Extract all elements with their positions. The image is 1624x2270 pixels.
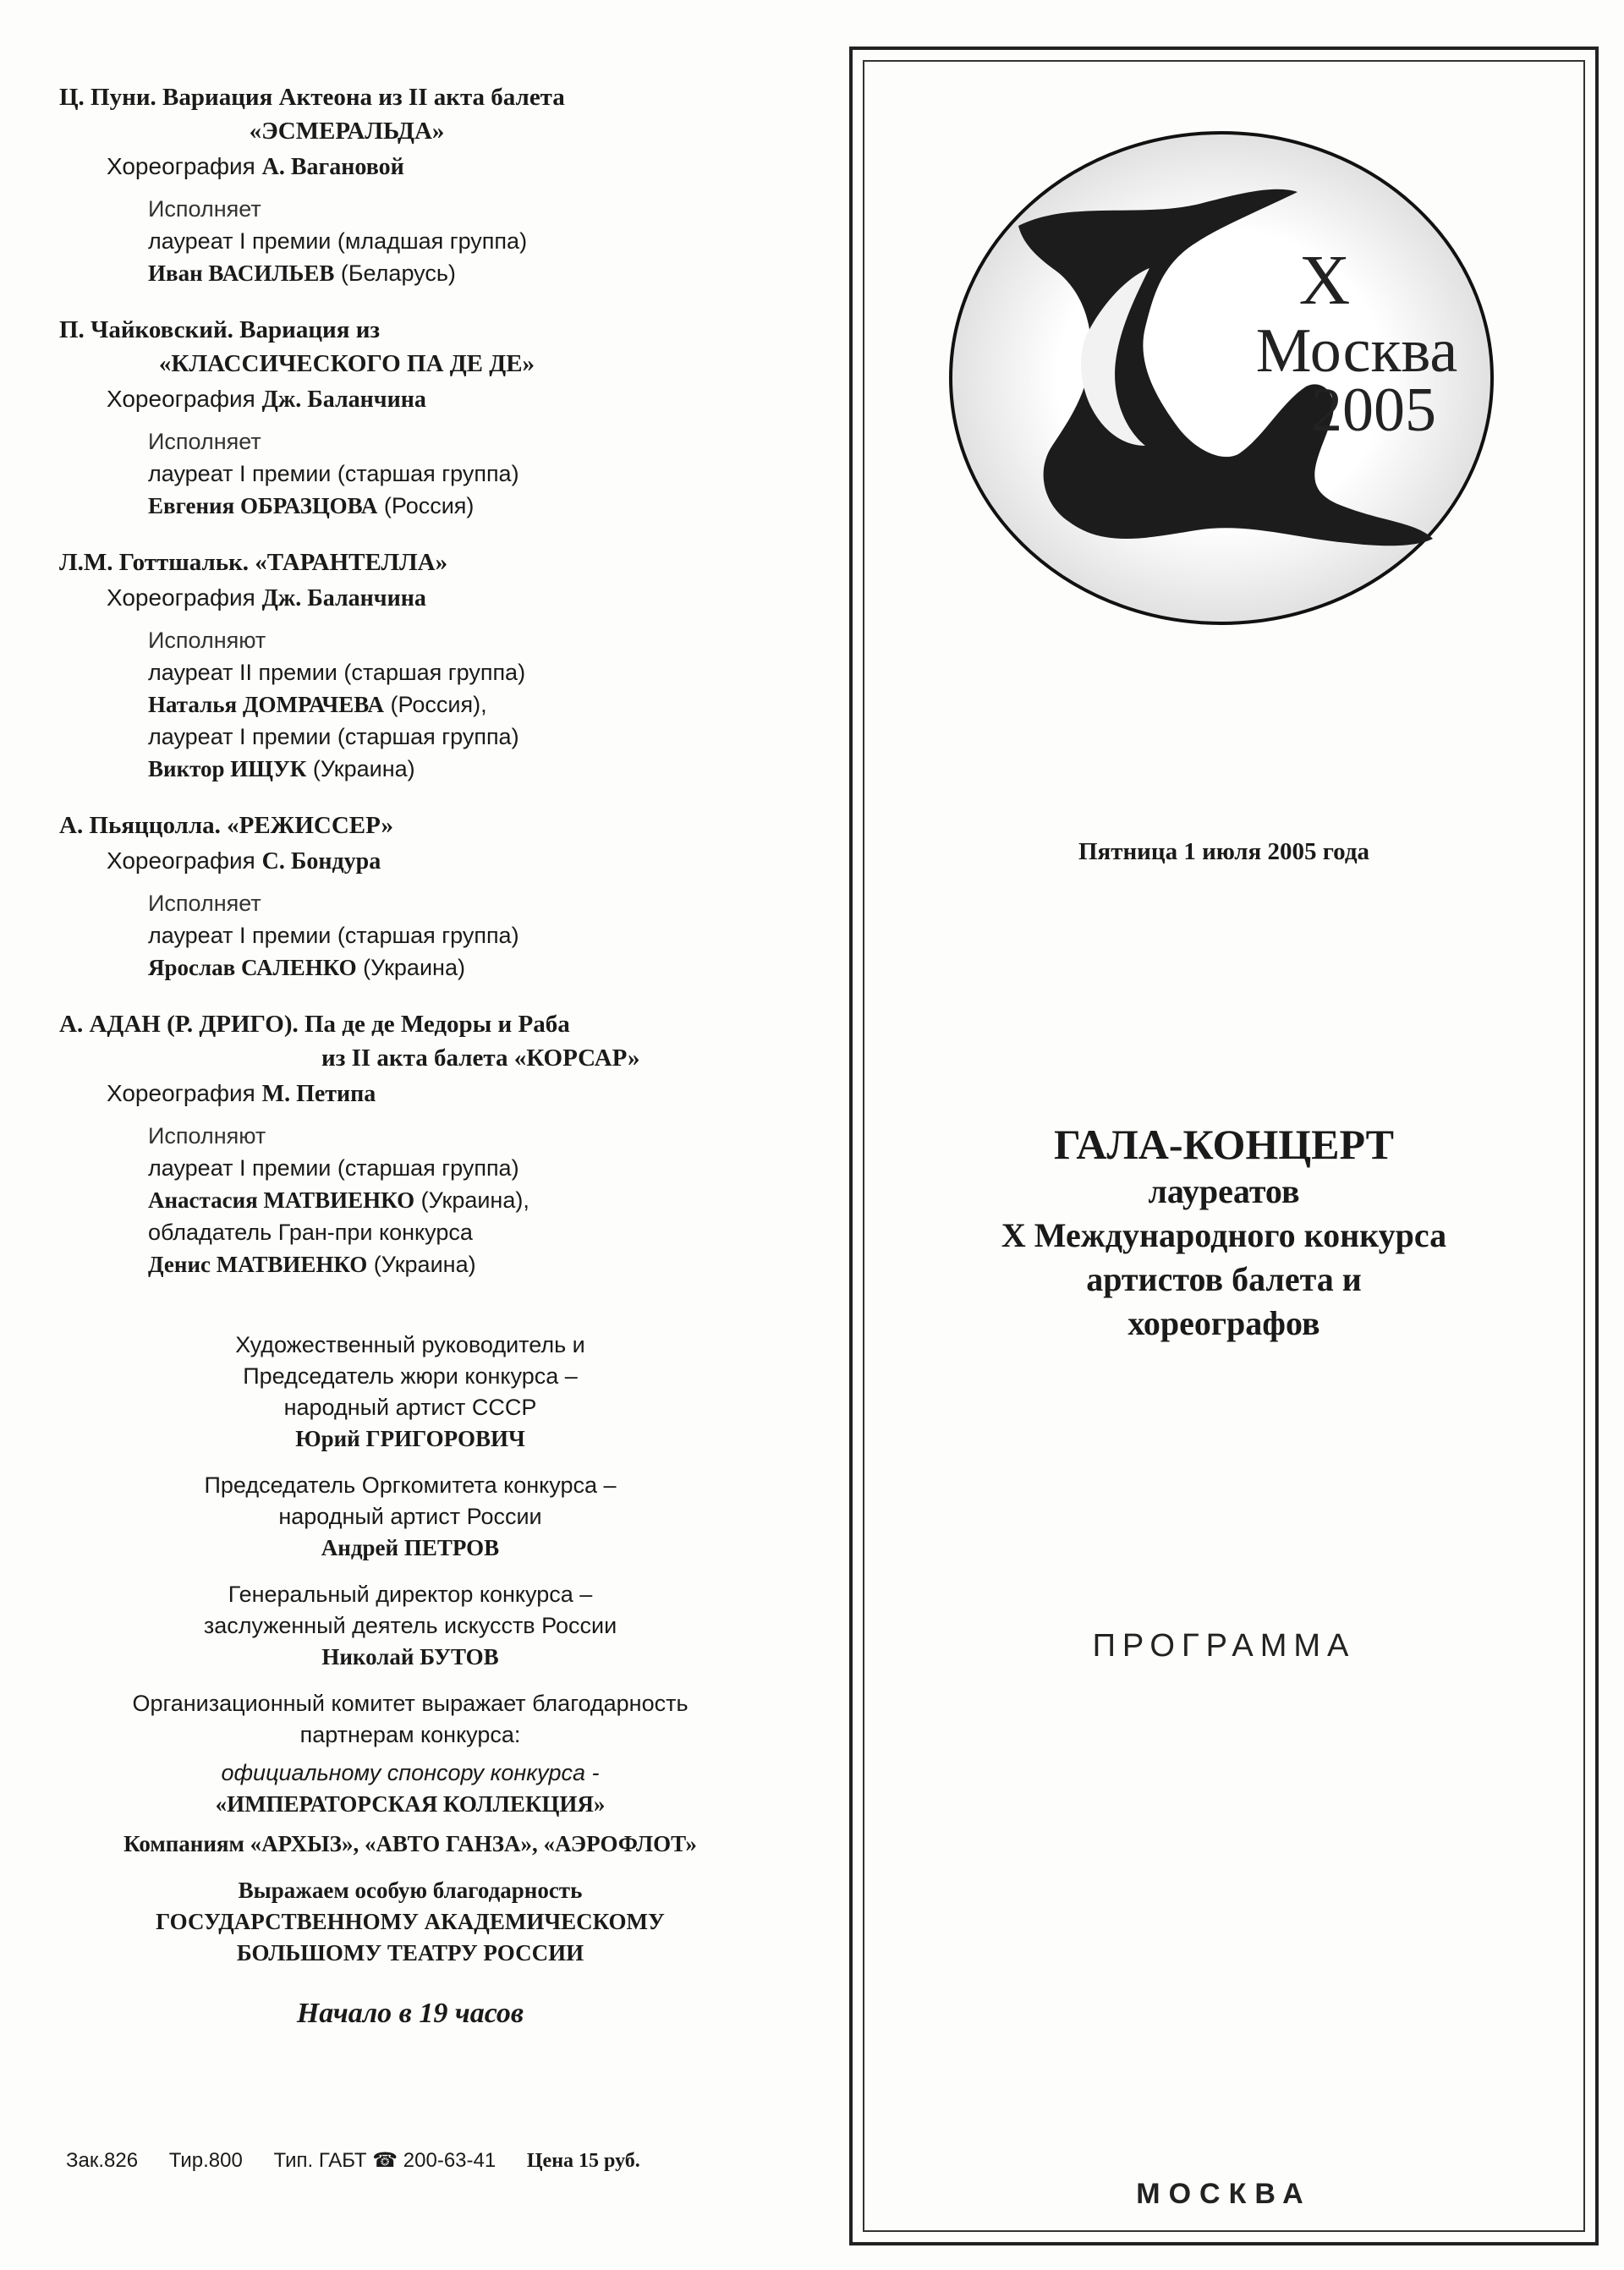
program-heading: ПРОГРАММА: [1092, 1628, 1356, 1664]
performer-country: (Украина): [356, 955, 465, 980]
piece-title: «ЭСМЕРАЛЬДА»: [249, 118, 445, 145]
choreographer-name: М. Петипа: [261, 1081, 376, 1107]
award-line: лауреат I премии (старшая группа): [148, 724, 519, 749]
cover-inner-frame: [863, 60, 1585, 2232]
org-chair-name: Андрей ПЕТРОВ: [321, 1535, 500, 1560]
performers: [59, 425, 761, 522]
program-piece: [59, 1007, 761, 1280]
performer-country: (Беларусь): [334, 260, 456, 286]
choreographer-name: Дж. Баланчина: [261, 387, 426, 413]
performer-name: Евгения ОБРАЗЦОВА: [148, 493, 378, 518]
piece-title: из II акта балета «КОРСАР»: [321, 1045, 640, 1072]
performer-line: [148, 1248, 761, 1280]
performer-name: Иван ВАСИЛЬЕВ: [148, 260, 335, 286]
city-name: МОСКВА: [1136, 2178, 1312, 2210]
performer-name: Ярослав САЛЕНКО: [148, 955, 357, 980]
award-line: лауреат I премии (старшая группа): [148, 461, 519, 486]
piece-title: П. Чайковский. Вариация из: [59, 316, 381, 343]
choreographer-name: А. Вагановой: [261, 154, 404, 180]
performers: [59, 1120, 761, 1280]
art-director-credit: Художественный руководитель и Председатель жюри конкурса – народный артист СССР Юрий ГРИГОРОВИЧ: [59, 1330, 761, 1455]
piece-title: Л.М. Готтшальк. «ТАРАНТЕЛЛА»: [59, 549, 448, 576]
performers: [59, 887, 761, 984]
performer-name: Денис МАТВИЕНКО: [148, 1252, 368, 1277]
program-piece: [59, 80, 761, 289]
printer-info: Тип. ГАБТ ☎ 200-63-41: [273, 2149, 497, 2172]
logo-year: 2005: [1311, 376, 1436, 445]
performer-country: (Украина): [306, 756, 415, 781]
logo-city: Москва: [1255, 316, 1458, 386]
piece-title: Ц. Пуни. Вариация Актеона из II акта балета: [59, 84, 565, 111]
performer-country: (Россия): [377, 493, 475, 518]
performer-line: [148, 1184, 761, 1216]
performer-country: (Россия),: [384, 692, 487, 717]
event-date: Пятница 1 июля 2005 года: [1078, 838, 1369, 865]
gen-director-name: Николай БУТОВ: [321, 1644, 499, 1670]
performer-line: [148, 490, 761, 522]
art-director-name: Юрий ГРИГОРОВИЧ: [295, 1426, 525, 1451]
price: Цена 15 руб.: [526, 2150, 640, 2172]
gala-title: ГАЛА-КОНЦЕРТ: [1053, 1121, 1395, 1168]
performer-line: [148, 951, 761, 984]
performer-country: (Украина),: [414, 1187, 529, 1213]
performer-country: (Украина): [367, 1252, 476, 1277]
special-thanks: Выражаем особую благодарность ГОСУДАРСТВЕННОМУ АКАДЕМИЧЕСКОМУ БОЛЬШОМУ ТЕАТРУ РОССИИ: [156, 1878, 665, 1966]
choreography-credit: Хореография А. Вагановой: [107, 153, 404, 180]
sponsor-name: «ИМПЕРАТОРСКАЯ КОЛЛЕКЦИЯ»: [215, 1791, 606, 1817]
thanks-partners: Организационный комитет выражает благодарность партнерам конкурса: официальному спонсору конкурса - «ИМПЕРАТОРСКАЯ КОЛЛЕКЦИЯ» Компаниям «АРХЫЗ», «АВТО ГАНЗА», «АЭРОФЛОТ»: [59, 1688, 761, 1860]
choreography-credit: Хореография Дж. Баланчина: [107, 386, 426, 413]
choreographer-name: С. Бондура: [261, 848, 381, 875]
piece-title: А. АДАН (Р. ДРИГО). Па де де Медоры и Раба: [59, 1011, 570, 1038]
credits-block: [59, 1330, 761, 2030]
partner-companies: Компаниям «АРХЫЗ», «АВТО ГАНЗА», «АЭРОФЛОТ»: [123, 1831, 697, 1856]
ballet-dancer-logo-icon: [942, 124, 1501, 632]
piece-title: А. Пьяццолла. «РЕЖИССЕР»: [59, 812, 394, 839]
performer-line: [148, 753, 761, 785]
performers: [59, 624, 761, 785]
performs-label: Исполняет: [148, 429, 261, 454]
start-time: Начало в 19 часов: [296, 1998, 524, 2029]
program-piece: [59, 313, 761, 522]
award-line: лауреат II премии (старшая группа): [148, 660, 526, 685]
award-line: лауреат I премии (старшая группа): [148, 1155, 519, 1181]
choreography-credit: Хореография М. Петипа: [107, 1080, 376, 1107]
org-chair-credit: Председатель Оргкомитета конкурса – народный артист России Андрей ПЕТРОВ: [59, 1470, 761, 1564]
performs-label: Исполняет: [148, 891, 261, 916]
cover-panel: [849, 47, 1599, 2245]
print-run: Тир.800: [168, 2149, 243, 2172]
award-line: лауреат I премии (старшая группа): [148, 923, 519, 948]
gen-director-credit: Генеральный директор конкурса – заслуженный деятель искусств России Николай БУТОВ: [59, 1579, 761, 1673]
choreographer-name: Дж. Баланчина: [261, 585, 426, 611]
performs-label: Исполняют: [148, 1123, 266, 1149]
award-line: обладатель Гран-при конкурса: [148, 1220, 473, 1245]
program-piece: [59, 809, 761, 984]
performer-line: [148, 688, 761, 721]
performer-line: [148, 257, 761, 289]
program-pieces-list: [59, 80, 761, 1304]
logo-numeral: X: [1298, 241, 1351, 320]
performer-name: Виктор ИЩУК: [148, 756, 307, 781]
order-number: Зак.826: [66, 2149, 139, 2172]
performers: [59, 193, 761, 289]
performer-name: Анастасия МАТВИЕНКО: [148, 1187, 415, 1213]
program-piece: [59, 546, 761, 785]
choreography-credit: Хореография С. Бондура: [107, 847, 381, 875]
choreography-credit: Хореография Дж. Баланчина: [107, 584, 426, 611]
piece-title: «КЛАССИЧЕСКОГО ПА ДЕ ДЕ»: [158, 350, 535, 377]
performer-name: Наталья ДОМРАЧЕВА: [148, 692, 385, 717]
gala-title-block: ГАЛА-КОНЦЕРТ лауреатов X Международного конкурса артистов балета и хореографов: [864, 1119, 1583, 1346]
award-line: лауреат I премии (младшая группа): [148, 228, 528, 254]
performs-label: Исполняет: [148, 196, 261, 222]
performs-label: Исполняют: [148, 628, 266, 653]
print-footer: [66, 2148, 640, 2173]
